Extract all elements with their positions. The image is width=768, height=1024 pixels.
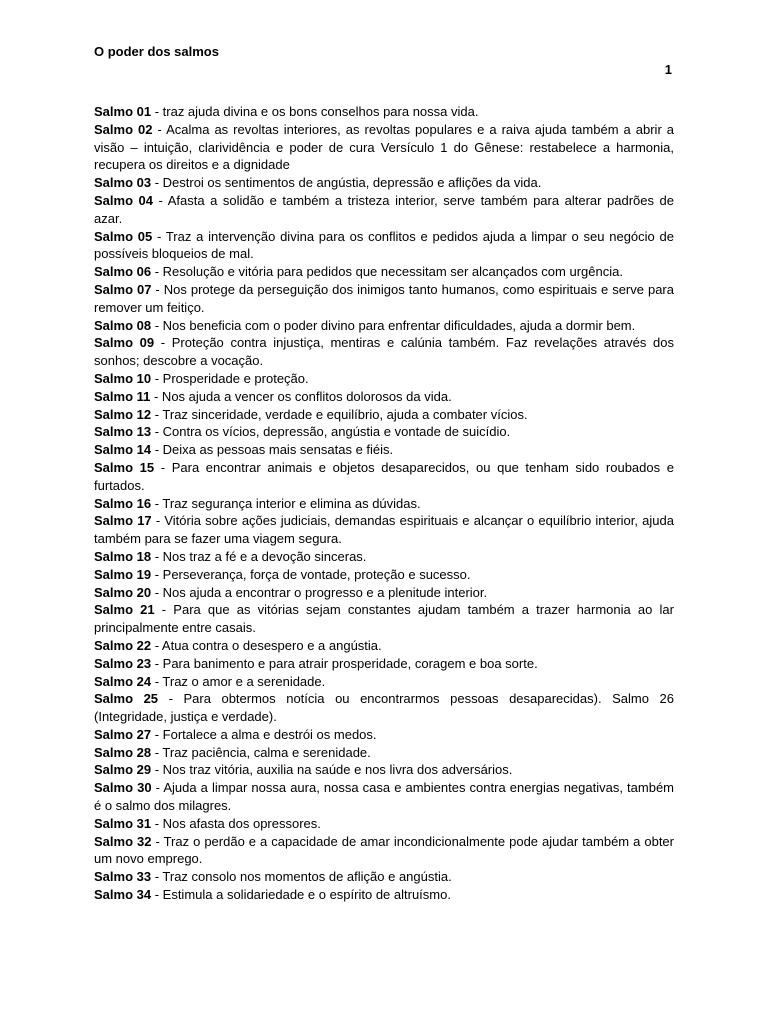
psalm-name: Salmo 21 xyxy=(94,602,155,618)
psalm-entry xyxy=(94,779,674,815)
psalm-name: Salmo 07 xyxy=(94,281,152,297)
psalm-name: Salmo 06 xyxy=(94,264,152,280)
psalm-description: - Atua contra o desespero e a angústia. xyxy=(151,637,382,653)
psalm-entry xyxy=(94,192,674,228)
psalm-description: - Nos traz a fé e a devoção sinceras. xyxy=(151,548,367,564)
psalm-name: Salmo 20 xyxy=(94,584,152,600)
psalm-name: Salmo 17 xyxy=(94,513,152,529)
psalm-entry xyxy=(94,423,674,441)
psalm-entry xyxy=(94,370,674,388)
psalm-description: - Traz paciência, calma e serenidade. xyxy=(151,744,371,760)
psalm-name: Salmo 02 xyxy=(94,121,153,137)
psalm-entry xyxy=(94,317,674,335)
psalm-entry xyxy=(94,637,674,655)
page-header xyxy=(94,44,674,84)
psalm-entry xyxy=(94,601,674,637)
psalm-description: - Para obtermos notícia ou encontrarmos pessoas desaparecidas). Salmo 26 (Integridade, justiça e verdade). xyxy=(94,691,674,725)
psalm-description: - Prosperidade e proteção. xyxy=(151,370,309,386)
psalm-entry xyxy=(94,690,674,726)
psalm-description: - Contra os vícios, depressão, angústia e vontade de suicídio. xyxy=(151,424,511,440)
psalm-entry xyxy=(94,388,674,406)
psalm-entry xyxy=(94,512,674,548)
psalm-description: - Destroi os sentimentos de angústia, depressão e aflições da vida. xyxy=(151,175,542,191)
psalm-name: Salmo 19 xyxy=(94,566,152,582)
document-title: O poder dos salmos xyxy=(94,44,219,59)
psalm-entry xyxy=(94,548,674,566)
psalm-description: - Ajuda a limpar nossa aura, nossa casa e ambientes contra energias negativas, também é o salmo dos milagres. xyxy=(94,780,675,814)
psalm-entry xyxy=(94,886,674,904)
psalm-name: Salmo 12 xyxy=(94,406,152,422)
psalm-entry xyxy=(94,584,674,602)
psalm-entry xyxy=(94,655,674,673)
psalm-name: Salmo 03 xyxy=(94,175,152,191)
psalm-name: Salmo 15 xyxy=(94,459,155,475)
psalm-description: - Nos traz vitória, auxilia na saúde e nos livra dos adversários. xyxy=(151,762,513,778)
psalm-list xyxy=(94,103,674,904)
psalm-description: - Acalma as revoltas interiores, as revoltas populares e a raiva ajuda também a abrir a visão – intuição, clarividência e poder de cura Versículo 1 do Gênese: restabelece a harmonia, recupera os direitos e a dignidade xyxy=(94,121,674,173)
psalm-name: Salmo 31 xyxy=(94,815,152,831)
psalm-entry xyxy=(94,744,674,762)
psalm-description: - Perseverança, força de vontade, proteção e sucesso. xyxy=(151,566,471,582)
psalm-description: - Traz segurança interior e elimina as dúvidas. xyxy=(151,495,421,511)
psalm-name: Salmo 14 xyxy=(94,442,152,458)
psalm-description: - Traz sinceridade, verdade e equilíbrio, ajuda a combater vícios. xyxy=(151,406,528,422)
psalm-entry xyxy=(94,726,674,744)
psalm-name: Salmo 22 xyxy=(94,637,152,653)
psalm-name: Salmo 28 xyxy=(94,744,152,760)
psalm-description: - Para que as vitórias sejam constantes ajudam também a trazer harmonia ao lar principalmente entre casais. xyxy=(94,602,674,636)
psalm-description: - Afasta a solidão e também a tristeza interior, serve também para alterar padrões de azar. xyxy=(94,192,674,226)
psalm-entry xyxy=(94,121,674,174)
psalm-name: Salmo 32 xyxy=(94,833,152,849)
psalm-description: - Nos ajuda a encontrar o progresso e a plenitude interior. xyxy=(151,584,488,600)
psalm-description: - traz ajuda divina e os bons conselhos para nossa vida. xyxy=(151,104,479,119)
psalm-description: - Traz consolo nos momentos de aflição e angústia. xyxy=(151,869,452,885)
psalm-entry xyxy=(94,103,674,121)
psalm-entry xyxy=(94,815,674,833)
psalm-description: - Proteção contra injustiça, mentiras e calúnia também. Faz revelações através dos sonhos; descobre a vocação. xyxy=(94,335,674,369)
psalm-entry xyxy=(94,441,674,459)
psalm-description: - Traz a intervenção divina para os conflitos e pedidos ajuda a limpar o seu negócio de possíveis bloqueios de mal. xyxy=(94,228,674,262)
psalm-name: Salmo 10 xyxy=(94,370,152,386)
psalm-entry xyxy=(94,868,674,886)
psalm-description: - Traz o amor e a serenidade. xyxy=(151,673,326,689)
psalm-name: Salmo 05 xyxy=(94,228,153,244)
psalm-name: Salmo 04 xyxy=(94,192,154,208)
psalm-description: - Para banimento e para atrair prosperidade, coragem e boa sorte. xyxy=(151,655,538,671)
psalm-name: Salmo 33 xyxy=(94,869,152,885)
psalm-entry xyxy=(94,459,674,495)
psalm-entry xyxy=(94,495,674,513)
psalm-description: - Para encontrar animais e objetos desaparecidos, ou que tenham sido roubados e furtados. xyxy=(94,459,674,493)
psalm-name: Salmo 24 xyxy=(94,673,152,689)
psalm-name: Salmo 16 xyxy=(94,495,152,511)
psalm-name: Salmo 29 xyxy=(94,762,152,778)
psalm-name: Salmo 34 xyxy=(94,887,152,903)
psalm-name: Salmo 11 xyxy=(94,388,151,404)
psalm-description: - Fortalece a alma e destrói os medos. xyxy=(151,726,377,742)
psalm-name: Salmo 01 xyxy=(94,104,152,119)
psalm-description: - Vitória sobre ações judiciais, demandas espirituais e alcançar o equilíbrio interior, ajuda também para se fazer uma viagem segura. xyxy=(94,513,674,547)
psalm-description: - Estimula a solidariedade e o espírito de altruísmo. xyxy=(151,887,451,903)
psalm-entry xyxy=(94,334,674,370)
psalm-entry xyxy=(94,761,674,779)
psalm-entry xyxy=(94,406,674,424)
psalm-entry xyxy=(94,228,674,264)
page-number: 1 xyxy=(664,62,672,77)
psalm-name: Salmo 13 xyxy=(94,424,152,440)
psalm-entry xyxy=(94,281,674,317)
psalm-name: Salmo 08 xyxy=(94,317,152,333)
psalm-description: - Nos ajuda a vencer os conflitos dolorosos da vida. xyxy=(150,388,452,404)
psalm-description: - Deixa as pessoas mais sensatas e fiéis. xyxy=(151,442,394,458)
psalm-entry xyxy=(94,566,674,584)
psalm-name: Salmo 30 xyxy=(94,780,152,796)
psalm-entry xyxy=(94,174,674,192)
psalm-entry xyxy=(94,833,674,869)
psalm-name: Salmo 18 xyxy=(94,548,152,564)
psalm-description: - Nos beneficia com o poder divino para enfrentar dificuldades, ajuda a dormir bem. xyxy=(151,317,636,333)
psalm-description: - Resolução e vitória para pedidos que necessitam ser alcançados com urgência. xyxy=(151,264,623,280)
psalm-name: Salmo 27 xyxy=(94,726,152,742)
psalm-entry xyxy=(94,263,674,281)
psalm-description: - Nos afasta dos opressores. xyxy=(151,815,321,831)
psalm-name: Salmo 25 xyxy=(94,691,159,707)
psalm-entry xyxy=(94,673,674,691)
psalm-name: Salmo 09 xyxy=(94,335,155,351)
psalm-description: - Nos protege da perseguição dos inimigos tanto humanos, como espirituais e serve para remover um feitiço. xyxy=(94,281,674,315)
psalm-description: - Traz o perdão e a capacidade de amar incondicionalmente pode ajudar também a obter um novo emprego. xyxy=(94,833,674,867)
psalm-name: Salmo 23 xyxy=(94,655,152,671)
